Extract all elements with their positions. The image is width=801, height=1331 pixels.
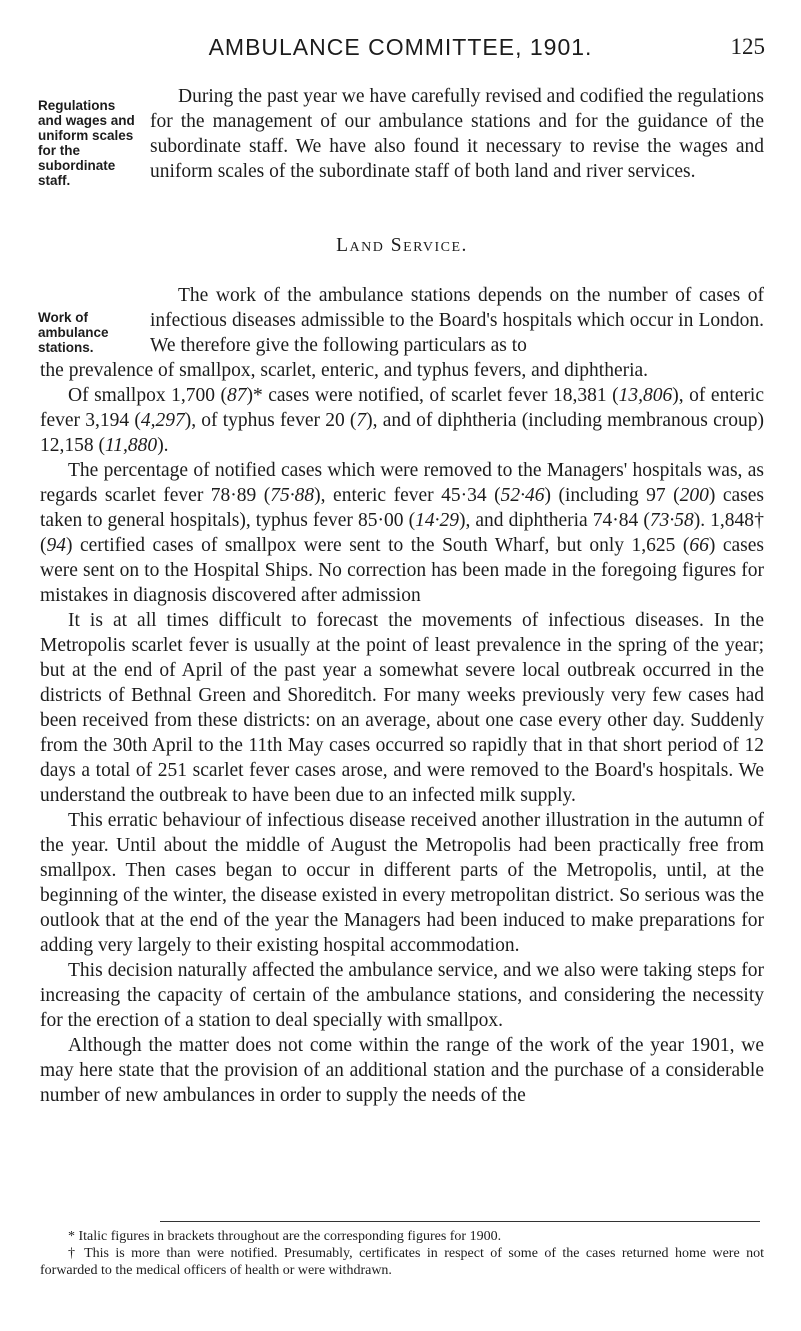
paragraph-text: During the past year we have carefully revised and codified the regulations for the management of our ambulance stations and for the guidance of the subordinate staff. We have also found it necessary to revise the wages and uniform scales of the subordinate staff of both land and river services. <box>150 86 764 182</box>
margin-note-work: Work of ambulance stations. <box>38 310 109 355</box>
page-header <box>0 34 801 64</box>
footnote-rule <box>160 1221 760 1222</box>
margin-note-regulations: Regulations and wages and uniform scales for the subordinate staff. <box>38 98 135 188</box>
paragraph-decision: This decision naturally affected the ambulance service, and we also were taking steps for increasing the capacity of certain of the ambulance stations, and considering the necessity for the erection of a station to deal specially with smallpox. <box>40 960 764 1031</box>
paragraph-smallpox: This erratic behaviour of infectious disease received another illustration in the autumn of the year. Until about the middle of August the Metropolis had been practically free from smallpox. Then cases began to occur in different parts of the Metropolis, until, at the beginning of the winter, the disease existed in every metropolitan district. So serious was the outlook that at the end of the year the Managers had been induced to make preparations for adding very largely to their existing hospital accommodation. <box>40 810 764 956</box>
paragraph-continuation: the prevalence of smallpox, scarlet, enteric, and typhus fevers, and diphtheria. <box>40 360 649 381</box>
paragraph-forecast: It is at all times difficult to forecast the movements of infectious diseases. In the Metropolis scarlet fever is usually at the point of least prevalence in the spring of the year; but at the end of April of the past year a somewhat severe local outbreak occurred in the districts of Bethnal Green and Shoreditch. For many weeks previously very few cases had been received from these districts: on an average, about one case every other day. Suddenly from the 30th April to the 11th May cases occurred so rapidly that in that short period of 12 days a total of 251 scarlet fever cases arose, and were removed to the Board's hospitals. We understand the outbreak to have been due to an infected milk supply. <box>40 610 764 806</box>
paragraph-work-intro <box>150 283 764 358</box>
footnotes <box>40 1228 764 1279</box>
paragraph-additional-station: Although the matter does not come within the range of the work of the year 1901, we may here state that the provision of an additional station and the purchase of a considerable number of new ambulances in order to supply the needs of the <box>40 1035 764 1106</box>
footnote-certificates: † This is more than were notified. Presumably, certificates in respect of some of the cases returned home were not forwarded to the medical officers of health or were withdrawn. <box>40 1246 764 1278</box>
paragraph-regulations <box>150 84 764 184</box>
running-title: AMBULANCE COMMITTEE, 1901. <box>208 34 593 60</box>
main-body <box>40 358 764 1108</box>
page-number: 125 <box>730 34 765 59</box>
footnote-italic-figures: * Italic figures in brackets throughout are the corresponding figures for 1900. <box>68 1229 502 1244</box>
paragraph-notified-cases: Of smallpox 1,700 (87)* cases were notified, of scarlet fever 18,381 (13,806), of enteric fever 3,194 (4,297), of typhus fever 20 (7), and of diphtheria (including membranous croup) 12,158 (11,880). <box>40 385 764 456</box>
paragraph-text: The work of the ambulance stations depends on the number of cases of infectious diseases admissible to the Board's hospitals which occur in London. We therefore give the following particulars as to <box>150 285 764 356</box>
section-heading-land-service: Land Service. <box>336 235 468 256</box>
paragraph-percentages: The percentage of notified cases which were removed to the Managers' hospitals was, as regards scarlet fever 78·89 (75·88), enteric fever 45·34 (52·46) (including 97 (200) cases taken to general hospitals), typhus fever 85·00 (14·29), and diphtheria 74·84 (73·58). 1,848† (94) certified cases of smallpox were sent to the South Wharf, but only 1,625 (66) cases were sent on to the Hospital Ships. No correction has been made in the foregoing figures for mistakes in diagnosis discovered after admission <box>40 460 765 606</box>
